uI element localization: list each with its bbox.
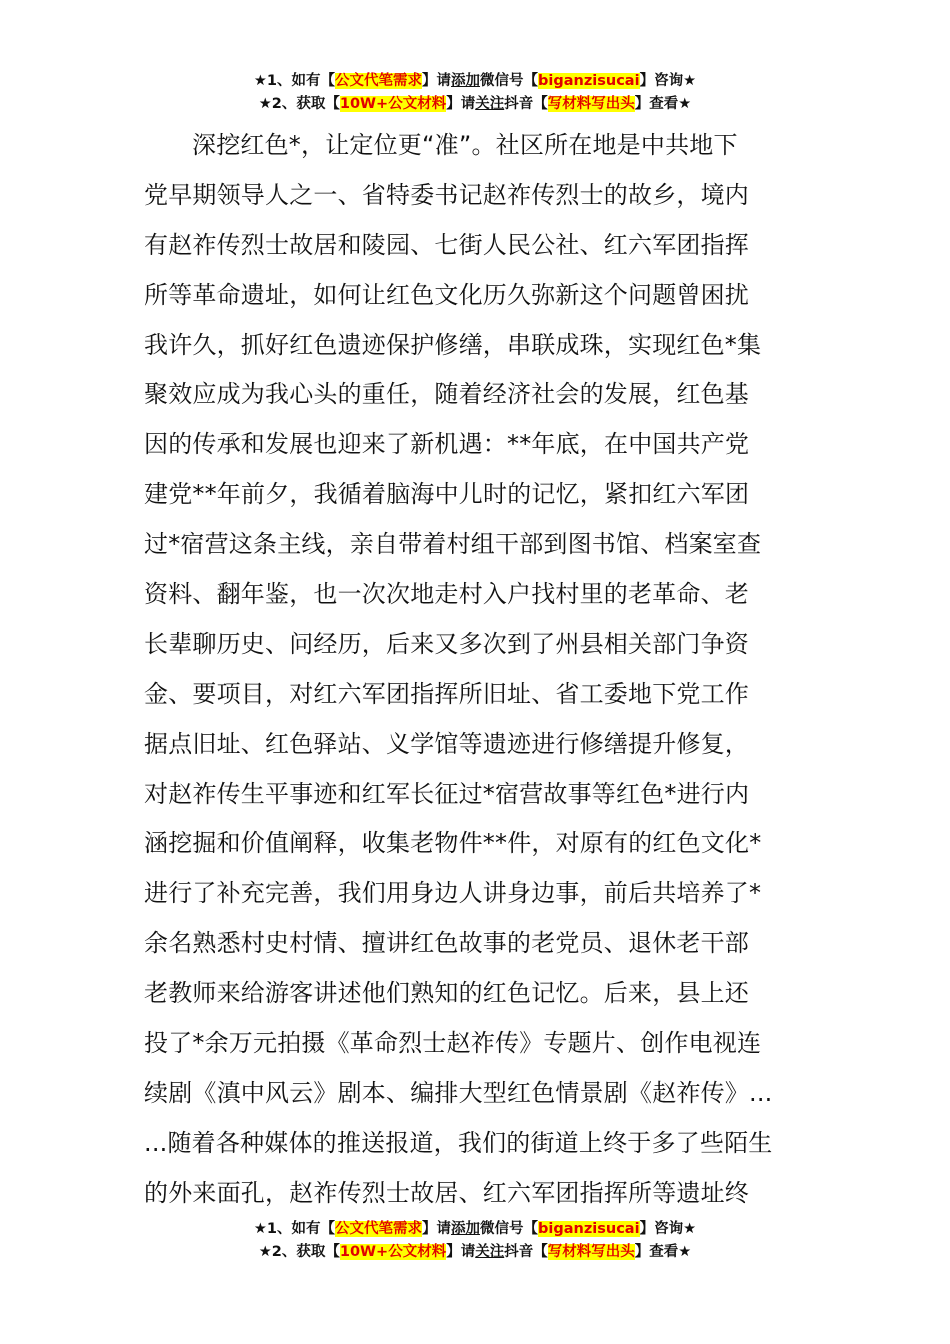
- body-line: 党早期领导人之一、省特委书记赵祚传烈士的故乡，境内: [144, 180, 749, 209]
- body-line: 对赵祚传生平事迹和红军长征过*宿营故事等红色*进行内: [144, 779, 750, 808]
- wechat-id: biganzisucai: [538, 73, 640, 89]
- body-line: 因的传承和发展也迎来了新机遇：**年底，在中国共产党: [144, 430, 750, 459]
- body-line: 余名熟悉村史村情、擅讲红色故事的老党员、退休老干部: [144, 929, 749, 958]
- promo-highlight: 10W+公文材料: [339, 1244, 447, 1260]
- body-line: 涵挖掘和价值阐释，收集老物件**件，对原有的红色文化*: [144, 829, 762, 858]
- body-line: 资料、翻年鉴，也一次次地走村入户找村里的老革命、老: [144, 580, 749, 609]
- document-body: [144, 121, 808, 1219]
- douyin-account: 写材料写出头: [547, 1244, 635, 1260]
- body-line: 金、要项目，对红六军团指挥所旧址、省工委地下党工作: [144, 679, 749, 708]
- body-line: 我许久，抓好红色遗迹保护修缮，串联成珠，实现红色*集: [144, 330, 762, 359]
- body-line: 老教师来给游客讲述他们熟知的红色记忆。后来，县上还: [144, 979, 749, 1008]
- promo-line-1: ★1、如有【公文代笔需求】请添加微信号【biganzisucai】咨询★: [253, 73, 697, 89]
- body-line: 投了*余万元拍摄《革命烈士赵祚传》专题片、创作电视连: [144, 1029, 762, 1058]
- body-line: 所等革命遗址，如何让红色文化历久弥新这个问题曾困扰: [144, 280, 749, 309]
- body-line: 深挖红色*，让定位更“准”。社区所在地是中共地下: [192, 131, 738, 159]
- body-line: 长辈聊历史、问经历，后来又多次到了州县相关部门争资: [144, 629, 749, 658]
- body-line: 建党**年前夕，我循着脑海中儿时的记忆，紧扣红六军团: [144, 480, 750, 509]
- body-line: 进行了补充完善，我们用身边人讲身边事，前后共培养了*: [144, 879, 762, 908]
- promo-line-2: ★2、获取【10W+公文材料】请关注抖音【写材料写出头】查看★: [258, 96, 692, 112]
- header-promo: [0, 70, 950, 116]
- body-line: 续剧《滇中风云》剧本、编排大型红色情景剧《赵祚传》...: [144, 1078, 773, 1107]
- wechat-id: biganzisucai: [538, 1221, 640, 1237]
- body-line: 的外来面孔，赵祚传烈士故居、红六军团指挥所等遗址终: [144, 1178, 749, 1207]
- body-line: 过*宿营这条主线，亲自带着村组干部到图书馆、档案室查: [144, 530, 762, 559]
- body-line: 有赵祚传烈士故居和陵园、七街人民公社、红六军团指挥: [144, 230, 749, 259]
- promo-highlight: 10W+公文材料: [339, 96, 447, 112]
- body-line: 据点旧址、红色驿站、义学馆等遗迹进行修缮提升修复，: [144, 729, 749, 758]
- body-line: 聚效应成为我心头的重任，随着经济社会的发展，红色基: [144, 380, 749, 409]
- footer-promo: [0, 1218, 950, 1264]
- promo-highlight: 公文代笔需求: [335, 1221, 423, 1237]
- promo-line-2: ★2、获取【10W+公文材料】请关注抖音【写材料写出头】查看★: [258, 1244, 692, 1260]
- douyin-account: 写材料写出头: [547, 96, 635, 112]
- body-line: ...随着各种媒体的推送报道，我们的街道上终于多了些陌生: [144, 1128, 773, 1157]
- promo-line-1: ★1、如有【公文代笔需求】请添加微信号【biganzisucai】咨询★: [253, 1221, 697, 1237]
- promo-highlight: 公文代笔需求: [335, 73, 423, 89]
